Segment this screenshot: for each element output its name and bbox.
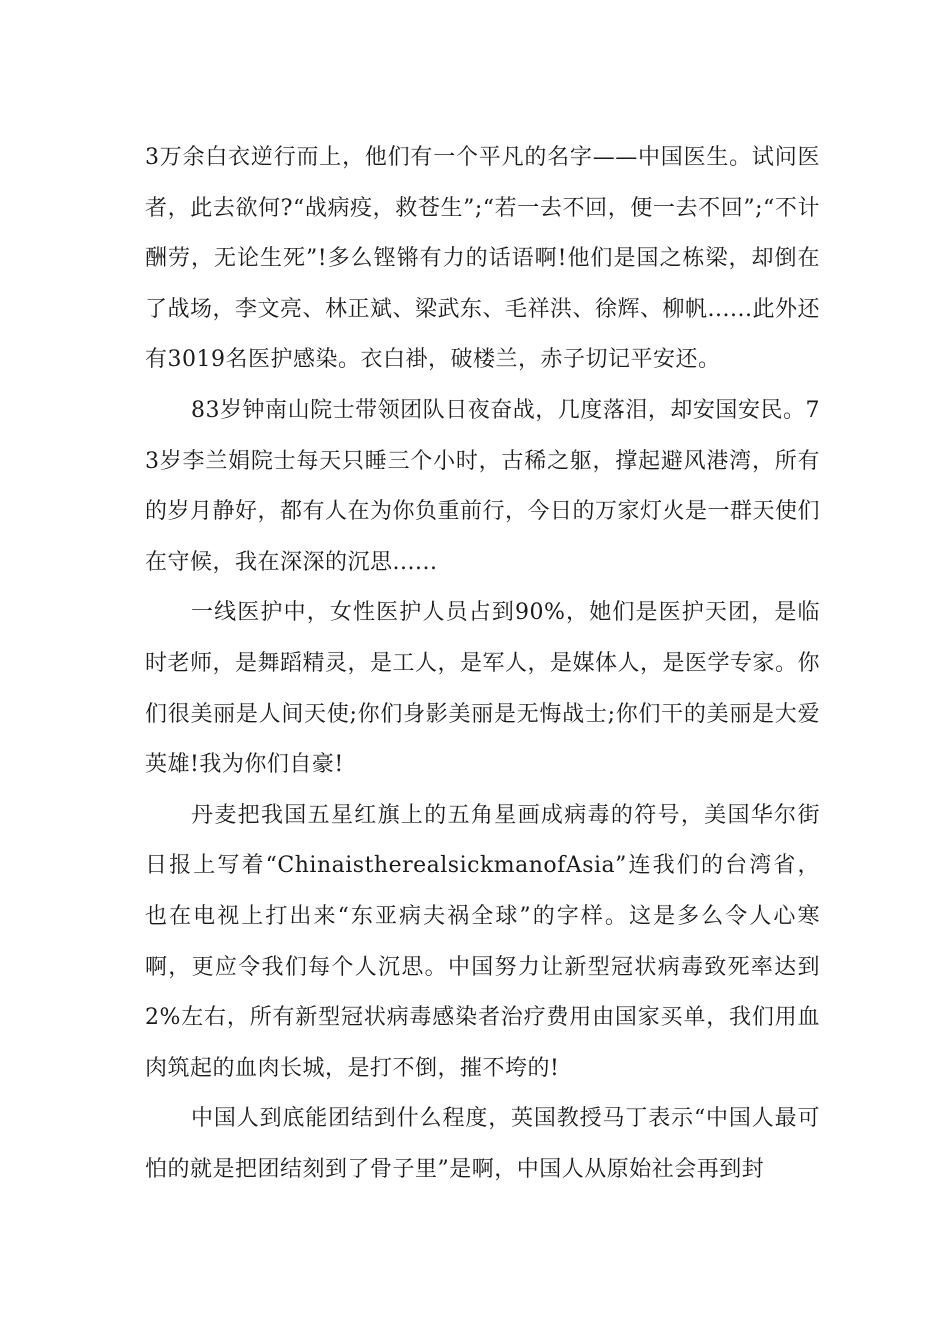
paragraph-5: 中国人到底能团结到什么程度，英国教授马丁表示“中国人最可怕的就是把团结刻到了骨子里”是啊，中国人从原始社会再到封 [145, 1106, 820, 1182]
paragraph-3: 一线医护中，女性医护人员占到90%，她们是医护天团，是临时老师，是舞蹈精灵，是工人，是军人，是媒体人，是医学专家。你们很美丽是人间天使;你们身影美丽是无悔战士;你们干的美丽是大爱英雄!我为你们自豪! [145, 600, 821, 778]
paragraph-1: 3万余白衣逆行而上，他们有一个平凡的名字——中国医生。试问医者，此去欲何?“战病疫，救苍生”;“若一去不回，便一去不回”;“不计酬劳，无论生死”!多么铿锵有力的话语啊!他们是国之栋梁，却倒在了战场，李文亮、林正斌、梁武东、毛祥洪、徐辉、柳帆......此外还有3019名医护感染。衣白褂，破楼兰，赤子切记平安还。 [145, 145, 820, 373]
document-body [145, 133, 820, 1195]
paragraph-4: 丹麦把我国五星红旗上的五角星画成病毒的符号，美国华尔街日报上写着“ChinaistherealsickmanofAsia”连我们的台湾省，也在电视上打出来“东亚病夫祸全球”的字样。这是多么令人心寒啊，更应令我们每个人沉思。中国努力让新型冠状病毒致死率达到2%左右，所有新型冠状病毒感染者治疗费用由国家买单，我们用血肉筑起的血肉长城，是打不倒，摧不垮的! [145, 802, 820, 1081]
paragraph-2: 83岁钟南山院士带领团队日夜奋战，几度落泪，却安国安民。73岁李兰娟院士每天只睡三个小时，古稀之躯，撑起避风港湾，所有的岁月静好，都有人在为你负重前行，今日的万家灯火是一群天使们在守候，我在深深的沉思...... [145, 397, 821, 575]
